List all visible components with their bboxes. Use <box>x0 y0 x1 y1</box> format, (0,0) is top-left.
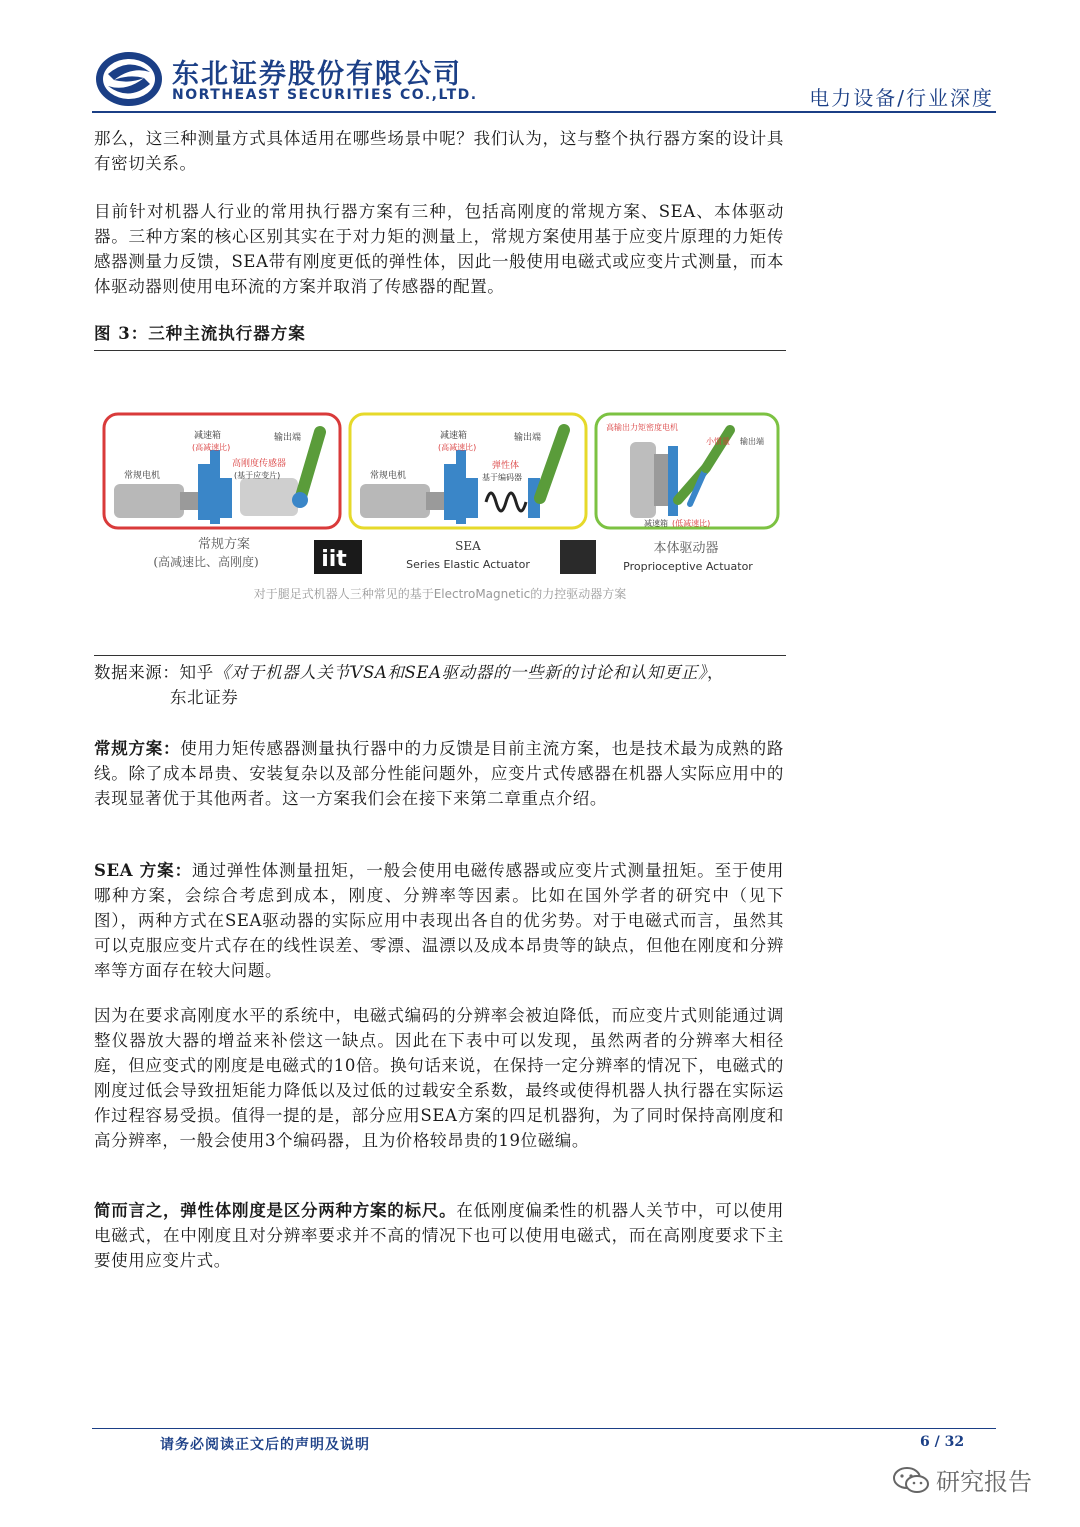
svg-text:SEA: SEA <box>455 539 481 553</box>
source-publisher: 东北证券 <box>170 688 239 707</box>
svg-text:输出端: 输出端 <box>740 437 764 446</box>
figure-caption: 对于腿足式机器人三种常见的基于ElectroMagnetic的力控驱动器方案 <box>253 587 627 601</box>
svg-text:弹性体: 弹性体 <box>492 461 520 471</box>
wechat-icon <box>892 1465 930 1495</box>
section-conventional-lead: 常规方案： <box>94 739 181 758</box>
report-section-tag: 电力设备/行业深度 <box>809 86 994 110</box>
company-name-en: NORTHEAST SECURITIES CO.,LTD. <box>172 87 478 103</box>
section-summary-lead: 简而言之，弹性体刚度是区分两种方案的标尺。 <box>94 1201 457 1220</box>
svg-text:iit: iit <box>321 547 347 572</box>
header-divider <box>92 111 996 113</box>
svg-text:(高减速比、高刚度): (高减速比、高刚度) <box>153 555 259 569</box>
svg-text:常规电机: 常规电机 <box>124 471 161 481</box>
company-name-cn: 东北证券股份有限公司 <box>172 59 462 90</box>
section-summary <box>94 1198 784 1273</box>
section-sea-body: 通过弹性体测量扭矩，一般会使用电磁传感器或应变片式测量扭矩。至于使用哪种方案，会综合考虑到成本，刚度、分辨率等因素。比如在国外学者的研究中（见下图），两种方式在SEA驱动器的实际应用中表现出各自的优劣势。对于电磁式而言，虽然其可以克服应变片式存在的线性误差、零漂、温漂以及成本昂贵等的缺点，但他在刚度和分辨率等方面存在较大问题。 <box>94 861 784 980</box>
section-sea <box>94 858 784 983</box>
svg-text:常规方案: 常规方案 <box>197 537 251 552</box>
source-prefix: 数据来源：知乎 <box>94 663 214 682</box>
footer-disclaimer: 请务必阅读正文后的声明及说明 <box>160 1437 370 1453</box>
footer-divider <box>92 1428 996 1429</box>
svg-text:常规电机: 常规电机 <box>370 471 407 481</box>
actuator-diagram <box>94 350 786 655</box>
figure-bottom-divider <box>94 655 786 656</box>
paragraph-stiffness-resolution: 因为在要求高刚度水平的系统中，电磁式编码的分辨率会被迫降低，而应变片式则能通过调整仪器放大器的增益来补偿这一缺点。因此在下表中可以发现，虽然两者的分辨率大相径庭，但应变式的刚度是电磁式的10倍。换句话来说，在保持一定分辨率的情况下，电磁式的刚度过低会导致扭矩能力降低以及过低的过载安全系数，最终或使得机器人执行器在实际运作过程容易受损。值得一提的是，部分应用SEA方案的四足机器狗，为了同时保持高刚度和高分辨率，一般会使用3个编码器，且为价格较昂贵的19位磁编。 <box>94 1006 784 1150</box>
source-title: 《对于机器人关节VSA和SEA驱动器的一些新的讨论和认知更正》 <box>213 663 707 682</box>
watermark <box>892 1462 1032 1497</box>
paragraph-actuator-overview: 目前针对机器人行业的常用执行器方案有三种，包括高刚度的常规方案、SEA、本体驱动器。三种方案的核心区别其实在于对力矩的测量上，常规方案使用基于应变片原理的力矩传感器测量力反馈，SEA带有刚度更低的弹性体，因此一般使用电磁式或应变片式测量，而本体驱动器则使用电环流的方案并取消了传感器的配置。 <box>94 202 784 296</box>
company-logo-icon <box>94 50 164 108</box>
iit-logo <box>314 540 362 574</box>
section-conventional-body: 使用力矩传感器测量执行器中的力反馈是目前主流方案，也是技术最为成熟的路线。除了成本昂贵、安装复杂以及部分性能问题外，应变片式传感器在机器人实际应用中的表现显著优于其他两者。这一方案我们会在接下来第二章重点介绍。 <box>94 739 785 808</box>
svg-text:输出端: 输出端 <box>274 433 302 443</box>
svg-text:高刚度传感器: 高刚度传感器 <box>232 459 287 469</box>
svg-text:基于编码器: 基于编码器 <box>482 473 522 482</box>
panel-sea <box>350 414 586 571</box>
svg-text:(高减速比): (高减速比) <box>192 443 231 452</box>
paragraph-intro: 那么，这三种测量方式具体适用在哪些场景中呢？我们认为，这与整个执行器方案的设计具有密切关系。 <box>94 129 784 173</box>
figure-title: 图 3：三种主流执行器方案 <box>94 320 786 351</box>
page-number: 6 / 32 <box>920 1434 965 1450</box>
svg-text:(高减速比): (高减速比) <box>438 443 477 452</box>
section-conventional <box>94 736 784 811</box>
svg-text:减速箱: 减速箱 <box>440 431 468 441</box>
svg-text:本体驱动器: 本体驱动器 <box>653 541 719 556</box>
figure-source <box>94 660 794 710</box>
source-suffix: ， <box>706 663 725 682</box>
panel-conventional <box>104 414 340 569</box>
svg-text:小惯量: 小惯量 <box>706 437 730 446</box>
svg-text:高输出力矩密度电机: 高输出力矩密度电机 <box>606 423 678 432</box>
section-summary-body: 在低刚度偏柔性的机器人关节中，可以使用电磁式，在中刚度且对分辨率要求并不高的情况下也可以使用电磁式，而在高刚度要求下主要使用应变片式。 <box>94 1201 784 1270</box>
section-sea-lead: SEA 方案： <box>94 861 193 880</box>
svg-text:Series Elastic Actuator: Series Elastic Actuator <box>406 558 530 571</box>
svg-text:输出端: 输出端 <box>514 433 542 443</box>
panel-proprioceptive <box>596 414 778 573</box>
page-header <box>0 0 1080 112</box>
photo-thumbnail <box>560 540 596 574</box>
svg-text:Proprioceptive Actuator: Proprioceptive Actuator <box>623 560 753 573</box>
svg-text:减速箱: 减速箱 <box>644 519 668 528</box>
watermark-text: 研究报告 <box>936 1468 1032 1496</box>
svg-text:减速箱: 减速箱 <box>194 431 222 441</box>
svg-text:(基于应变片): (基于应变片) <box>234 471 281 480</box>
svg-text:(低减速比): (低减速比) <box>672 519 711 528</box>
